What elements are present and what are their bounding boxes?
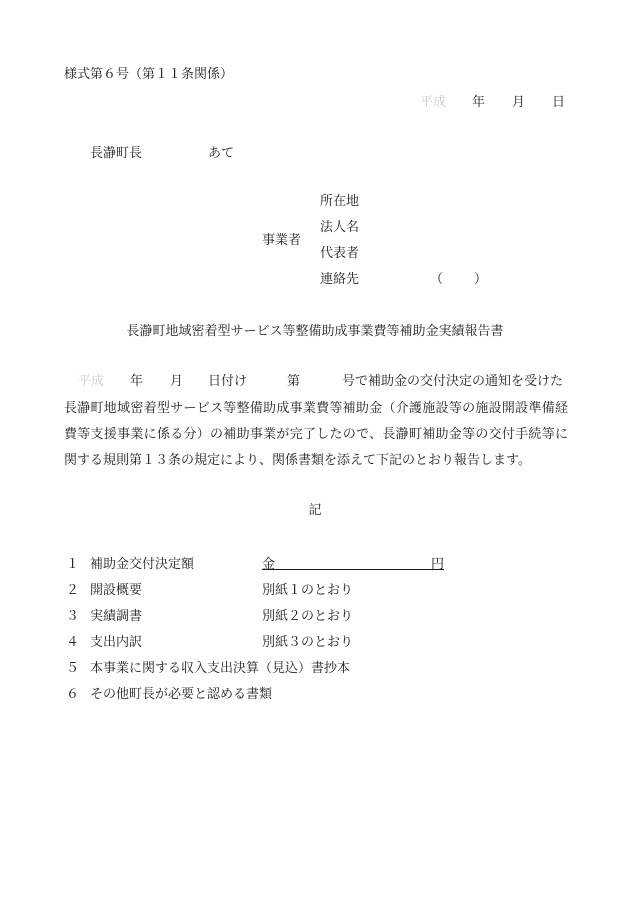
- item-label: 本事業に関する収入支出決算（見込）書抄本: [90, 661, 351, 676]
- applicant-field-corporation: 法人名: [320, 220, 360, 235]
- body-year-unit: 年: [130, 374, 144, 389]
- date-era: 平成: [420, 95, 447, 110]
- body-era: 平成: [78, 374, 105, 389]
- body-line-3: 費等支援事業に係る分）の補助事業が完了したので、長瀞町補助金等の交付手続等に: [64, 427, 568, 442]
- body-number-prefix: 第: [287, 374, 301, 389]
- date-day-unit: 日: [552, 95, 566, 110]
- addressee-name: 長瀞町長: [90, 146, 143, 161]
- item-num: １: [66, 557, 80, 572]
- applicant-field-address: 所在地: [320, 194, 360, 209]
- item-num: ３: [66, 609, 80, 624]
- body-line-2: 長瀞町地域密着型サービス等整備助成事業費等補助金（介護施設等の施設開設準備経: [64, 401, 568, 416]
- date-year-unit: 年: [472, 95, 486, 110]
- item-label: 実績調書: [90, 609, 143, 624]
- item-label: 支出内訳: [90, 635, 143, 650]
- body-month-unit: 月: [170, 374, 184, 389]
- phone-paren-open: （: [430, 272, 444, 287]
- form-label: 様式第６号（第１１条関係）: [64, 67, 234, 82]
- date-month-unit: 月: [512, 95, 526, 110]
- item-value: 別紙１のとおり: [262, 583, 354, 598]
- item-num: ２: [66, 583, 80, 598]
- phone-paren-close: ）: [474, 272, 488, 287]
- item-value: 別紙２のとおり: [262, 609, 354, 624]
- item-label: 開設概要: [90, 583, 143, 598]
- document-title: 長瀞町地域密着型サービス等整備助成事業費等補助金実績報告書: [126, 324, 504, 339]
- applicant-field-contact: 連絡先: [320, 272, 360, 287]
- applicant-field-representative: 代表者: [320, 246, 360, 261]
- item-value-amount: 金 円: [262, 557, 445, 572]
- item-label: その他町長が必要と認める書類: [90, 687, 273, 702]
- addressee-suffix: あて: [208, 146, 235, 161]
- item-num: ４: [66, 635, 80, 650]
- item-num: ６: [66, 687, 80, 702]
- body-line-4: 関する規則第１３条の規定により、関係書類を添えて下記のとおり報告します。: [64, 453, 531, 468]
- applicant-group-label: 事業者: [262, 233, 302, 248]
- ki-heading: 記: [308, 503, 322, 518]
- item-value: 別紙３のとおり: [262, 635, 354, 650]
- item-label: 補助金交付決定額: [90, 557, 195, 572]
- body-dated-unit: 日付け: [208, 374, 248, 389]
- body-paragraph: [64, 396, 568, 474]
- body-line1-rest: 号で補助金の交付決定の通知を受けた: [342, 374, 564, 389]
- item-num: ５: [66, 661, 80, 676]
